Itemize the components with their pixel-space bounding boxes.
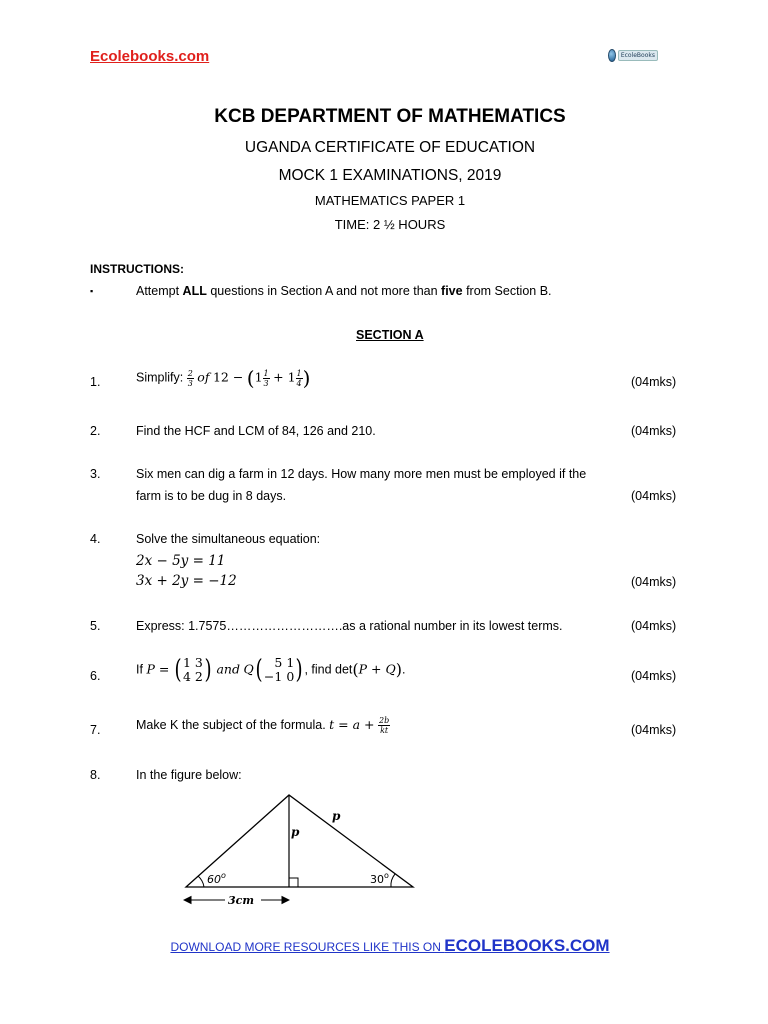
question-2-text: Find the HCF and LCM of 84, 126 and 210.	[136, 424, 376, 438]
question-number: 7.	[90, 723, 101, 737]
question-6-text: If P = ( 1 3 4 2 ) and Q ( 5 1 −1 0 ) , find det(P + Q).	[136, 655, 406, 685]
base-label: 3cm	[228, 894, 254, 907]
question-number: 4.	[90, 532, 101, 546]
question-number: 5.	[90, 619, 101, 633]
question-number: 8.	[90, 768, 101, 782]
question-number: 3.	[90, 467, 101, 481]
question-number: 2.	[90, 424, 101, 438]
paper-title: MATHEMATICS PAPER 1	[314, 193, 466, 208]
triangle-figure	[170, 790, 430, 915]
question-marks: (04mks)	[631, 575, 677, 589]
angle-arc-left	[198, 876, 204, 887]
question-8-text: In the figure below:	[136, 768, 242, 782]
hypotenuse-label: p	[332, 809, 341, 823]
section-a-heading: SECTION A	[356, 328, 424, 342]
height-label: p	[291, 825, 300, 839]
angle-arc-right	[391, 874, 395, 887]
site-brand-link[interactable]: Ecolebooks.com	[90, 48, 210, 65]
question-marks: (04mks)	[631, 619, 677, 633]
logo-text: EcoleBooks	[618, 50, 658, 61]
instructions-heading: INSTRUCTIONS:	[90, 262, 184, 276]
equation-2: 3x + 2y = −12	[136, 573, 237, 589]
question-number: 6.	[90, 669, 101, 683]
certificate-title: UGANDA CERTIFICATE OF EDUCATION	[244, 139, 536, 156]
department-title: KCB DEPARTMENT OF MATHEMATICS	[214, 106, 566, 127]
right-angle-marker	[289, 878, 298, 887]
fraction: $\frac{2}{3}$	[187, 368, 193, 388]
instructions-text: Attempt ALL questions in Section A and not more than five from Section B.	[136, 284, 552, 298]
question-number: 1.	[90, 375, 101, 389]
question-3-line2: farm is to be dug in 8 days.	[136, 489, 287, 503]
ecolebooks-logo	[608, 47, 658, 63]
exam-title: MOCK 1 EXAMINATIONS, 2019	[278, 167, 502, 184]
equation-1: 2x − 5y = 11	[136, 553, 226, 569]
angle-right-label: 30$^o$	[370, 871, 389, 886]
matrix-q: ( 5 1 −1 0 )	[255, 655, 303, 685]
question-marks: (04mks)	[631, 375, 677, 389]
bullet-icon: ▪	[90, 286, 94, 296]
question-7-text: Make K the subject of the formula. t = a + $\frac{2b}{kt}$	[136, 716, 390, 735]
question-marks: (04mks)	[631, 489, 677, 503]
question-5-text: Express: 1.7575……………………….as a rational number in its lowest terms.	[136, 619, 563, 633]
question-marks: (04mks)	[631, 424, 677, 438]
globe-icon	[608, 49, 616, 62]
angle-left-label: 60$^o$	[207, 871, 226, 886]
question-3-line1: Six men can dig a farm in 12 days. How many more men must be employed if the	[136, 467, 587, 481]
question-marks: (04mks)	[631, 669, 677, 683]
footer-download-link[interactable]: DOWNLOAD MORE RESOURCES LIKE THIS ON ECOLEBOOKS.COM	[170, 936, 610, 955]
question-4-text: Solve the simultaneous equation:	[136, 532, 321, 546]
time-allowed: TIME: 2 ½ HOURS	[334, 217, 446, 232]
question-marks: (04mks)	[631, 723, 677, 737]
question-1-text: Simplify: $\frac{2}{3}$ of 12 − (1 $\frac{1}{3}$ + 1 $\frac{1}{4}$ )	[136, 366, 311, 390]
matrix-p: ( 1 3 4 2 )	[174, 655, 212, 685]
